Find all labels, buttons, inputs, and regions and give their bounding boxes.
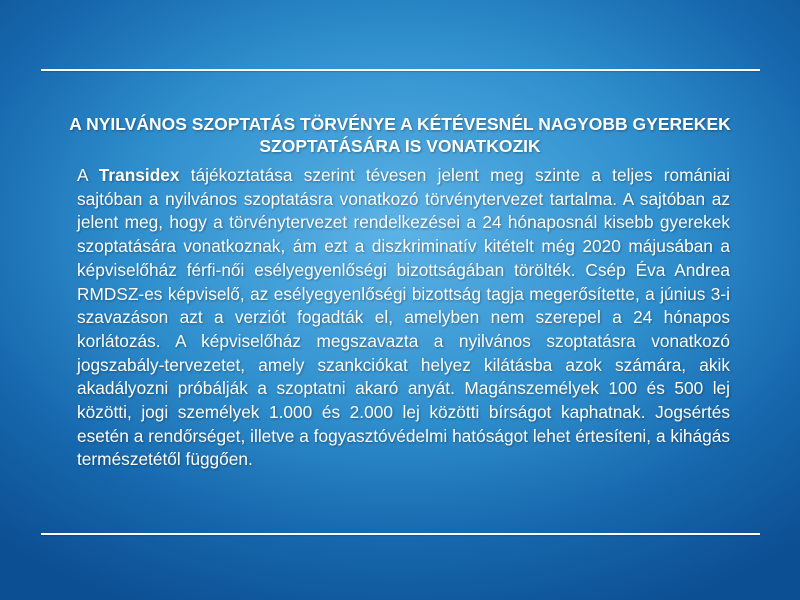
- bottom-divider: [41, 533, 760, 535]
- top-divider: [41, 69, 760, 71]
- slide-body-text: [77, 164, 730, 472]
- slide-title: A NYILVÁNOS SZOPTATÁS TÖRVÉNYE A KÉTÉVESNÉL NAGYOBB GYEREKEK SZOPTATÁSÁRA IS VONATKOZIK: [69, 114, 731, 156]
- body-prefix: A: [77, 165, 99, 185]
- body-paragraph: tájékoztatása szerint tévesen jelent meg szinte a teljes romániai sajtóban a nyilvános szoptatásra vonatkozó törvénytervezet tartalma. A sajtóban az jelent meg, hogy a törvénytervezet rendelkezései a 24 hónaposnál kisebb gyerekek szoptatására vonatkoznak, ám ezt a diszkriminatív kitételt még 2020 májusában a képviselőház férfi-női esélyegyenlőségi bizottságában törölték. Csép Éva Andrea RMDSZ-es képviselő, az esélyegyenlőségi bizottság tagja megerősítette, a június 3-i szavazáson azt a verziót fogadták el, amelyben nem szerepel a 24 hónapos korlátozás. A képviselőház megszavazta a nyilvános szoptatásra vonatkozó jogszabály-tervezetet, amely szankciókat helyez kilátásba azok számára, akik akadályozni próbálják a szoptatni akaró anyát. Magánszemélyek 100 és 500 lej közötti, jogi személyek 1.000 és 2.000 lej közötti bírságot kaphatnak. Jogsértés esetén a rendőrséget, illetve a fogyasztóvédelmi hatóságot lehet értesíteni, a kihágás természetétől függően.: [77, 165, 730, 470]
- source-name: Transidex: [98, 165, 180, 185]
